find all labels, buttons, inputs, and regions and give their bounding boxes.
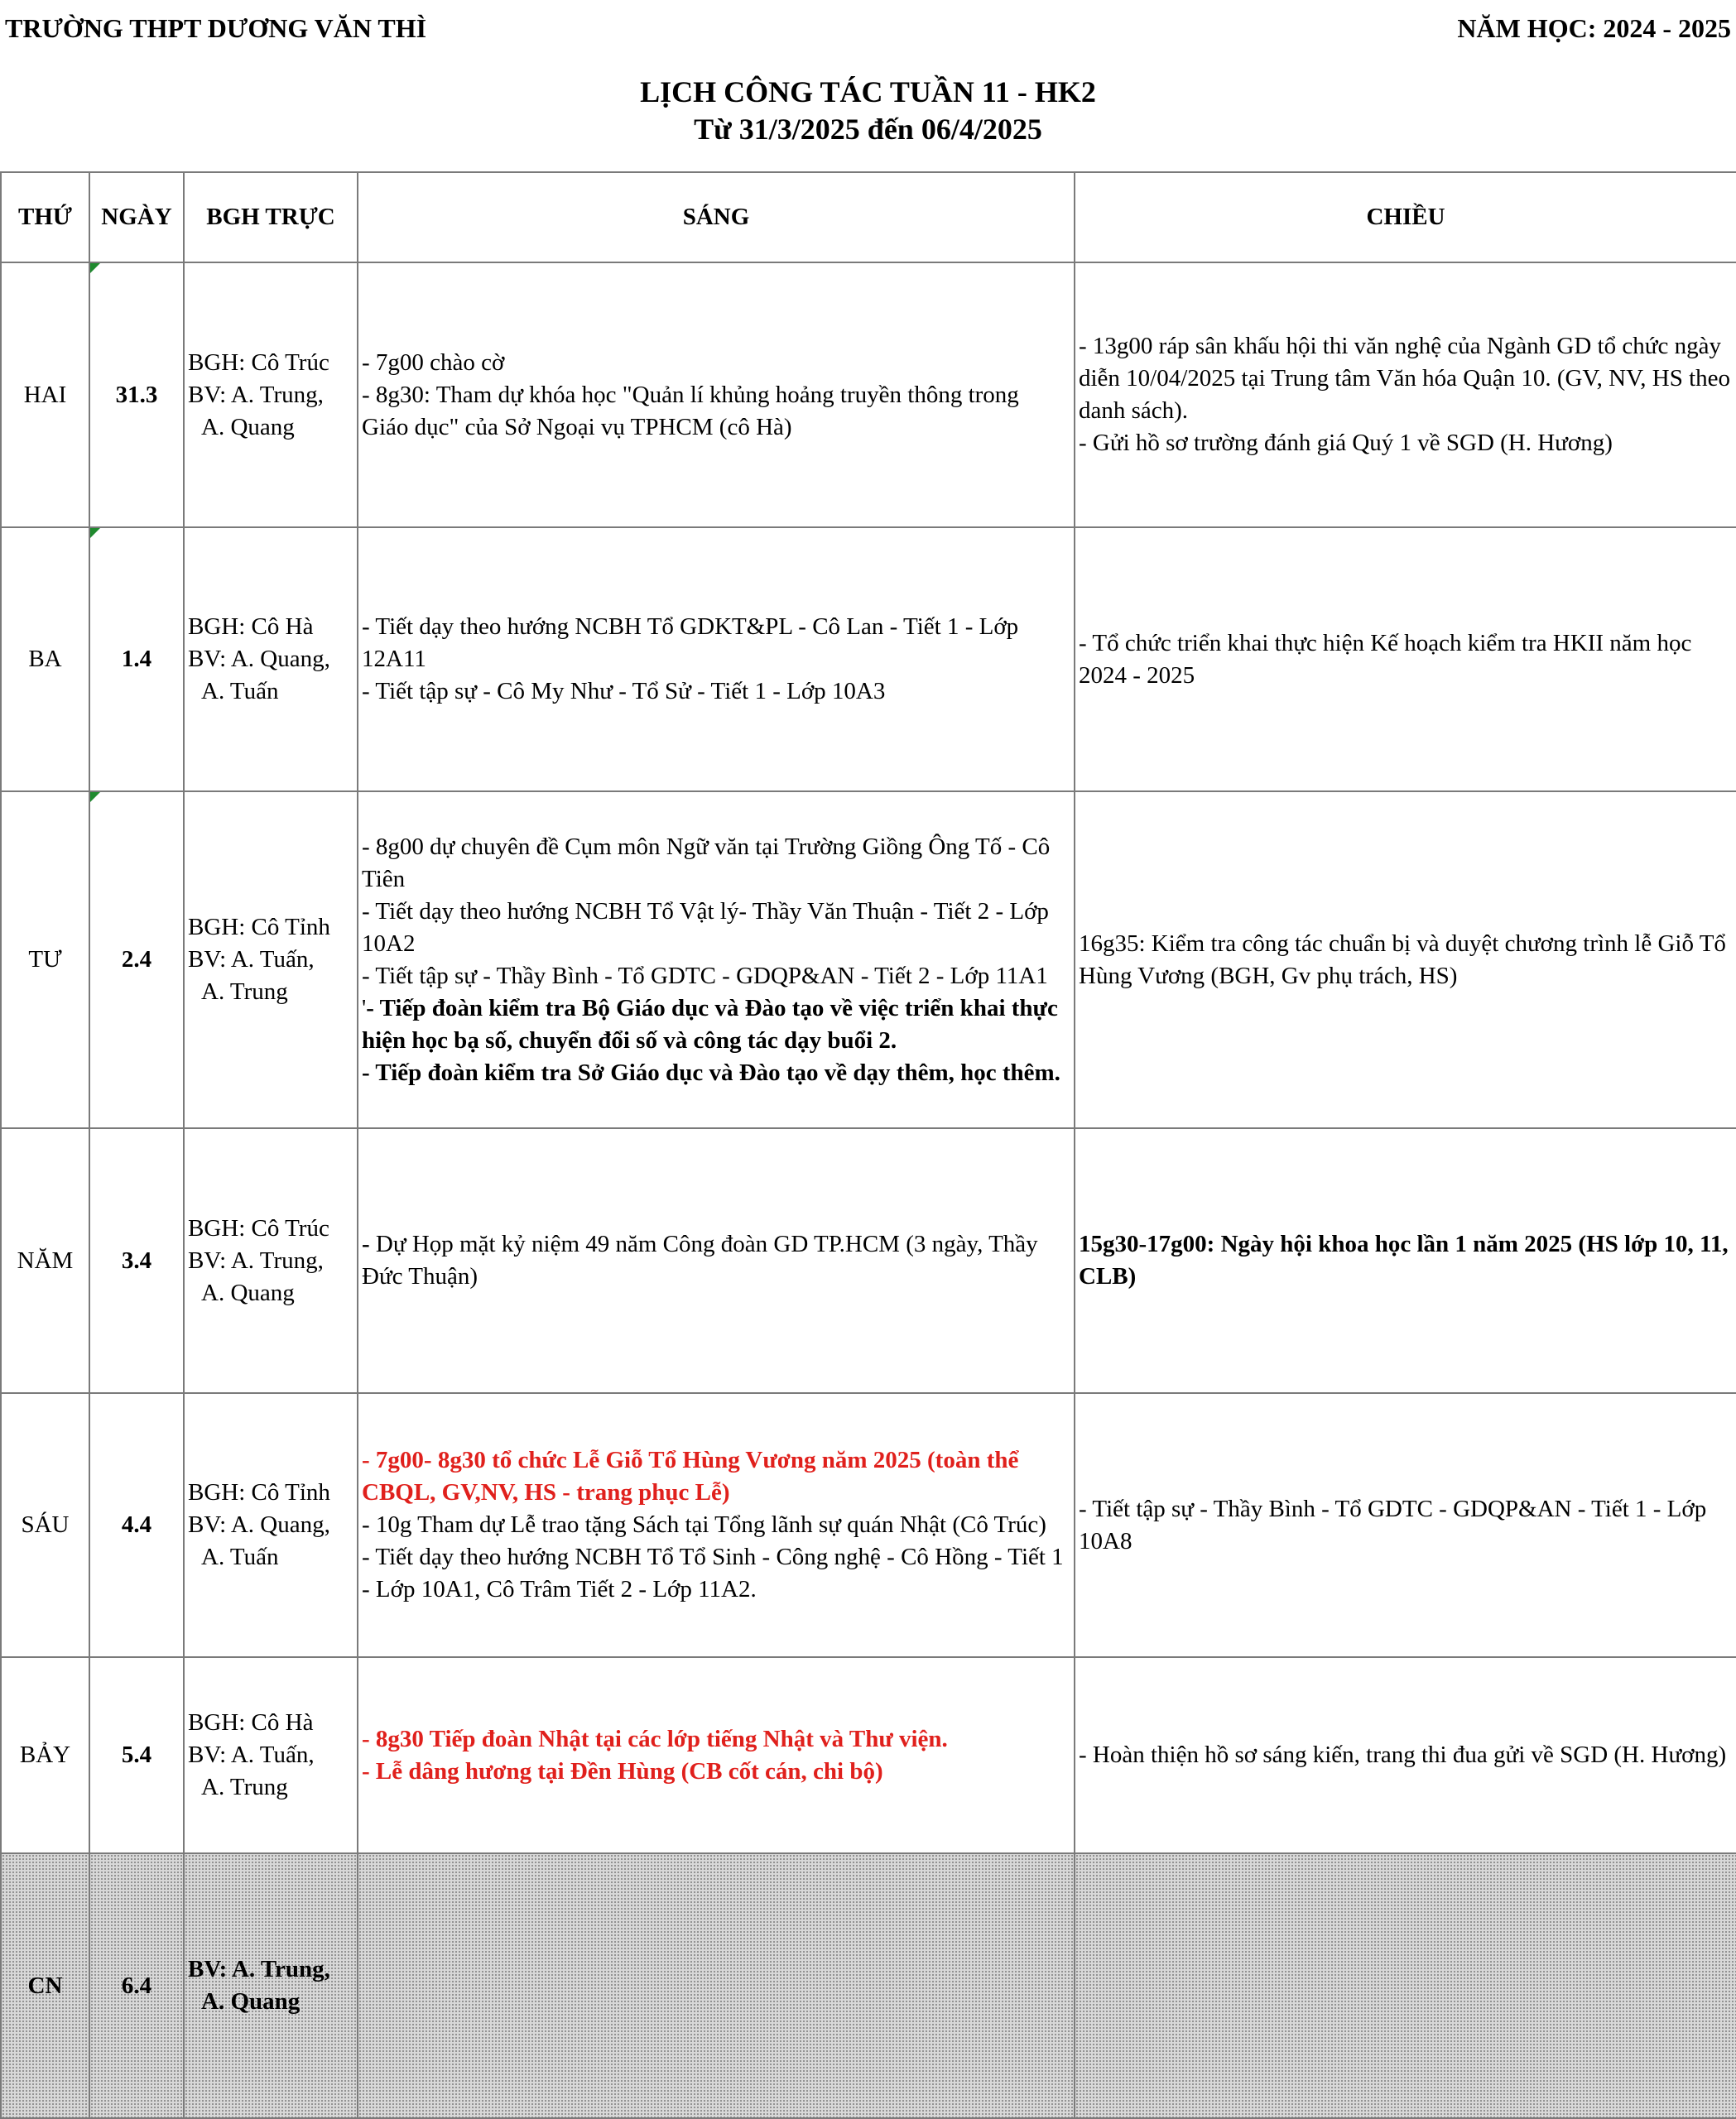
day-cell: BA bbox=[1, 527, 89, 791]
duty-cell bbox=[184, 1853, 358, 2118]
duty-cell bbox=[184, 1393, 358, 1657]
morning-item: - 8g30: Tham dự khóa học "Quản lí khủng hoảng truyền thông trong Giáo dục" của Sở Ngoại vụ TPHCM (cô Hà) bbox=[362, 381, 1019, 440]
morning-item-bold: - Tiếp đoàn kiểm tra Sở Giáo dục và Đào tạo về dạy thêm, học thêm. bbox=[362, 1059, 1060, 1086]
afternoon-item-bold: 15g30-17g00: Ngày hội khoa học lần 1 năm 2025 (HS lớp 10, 11, CLB) bbox=[1079, 1231, 1729, 1290]
afternoon-cell bbox=[1075, 791, 1736, 1128]
table-row bbox=[1, 527, 1736, 791]
afternoon-cell bbox=[1075, 1853, 1736, 2118]
morning-cell bbox=[358, 1128, 1075, 1393]
table-row bbox=[1, 791, 1736, 1128]
afternoon-item: - Tiết tập sự - Thầy Bình - Tổ GDTC - GDQP&AN - Tiết 1 - Lớp 10A8 bbox=[1079, 1495, 1707, 1554]
morning-item: - Tiết tập sự - Thầy Bình - Tổ GDTC - GDQP&AN - Tiết 2 - Lớp 11A1 bbox=[362, 962, 1048, 989]
afternoon-item: - Hoàn thiện hồ sơ sáng kiến, trang thi đua gửi về SGD (H. Hương) bbox=[1079, 1742, 1727, 1768]
morning-cell bbox=[358, 527, 1075, 791]
morning-item-highlight: - 7g00- 8g30 tổ chức Lễ Giỗ Tổ Hùng Vương năm 2025 (toàn thể CBQL, GV,NV, HS - trang phục Lễ) bbox=[362, 1447, 1019, 1506]
duty-line: BGH: Cô Trúc bbox=[188, 348, 329, 376]
col-header-morning: SÁNG bbox=[358, 172, 1075, 262]
table-row bbox=[1, 1393, 1736, 1657]
morning-item: - Tiết dạy theo hướng NCBH Tổ Vật lý- Thầy Văn Thuận - Tiết 2 - Lớp 10A2 bbox=[362, 897, 1049, 957]
afternoon-item: - Gửi hồ sơ trường đánh giá Quý 1 về SGD (H. Hương) bbox=[1079, 430, 1613, 456]
date-cell: 6.4 bbox=[89, 1853, 184, 2118]
school-year: NĂM HỌC: 2024 - 2025 bbox=[1457, 13, 1731, 43]
morning-item: - 10g Tham dự Lễ trao tặng Sách tại Tổng lãnh sự quán Nhật (Cô Trúc) bbox=[362, 1511, 1046, 1538]
morning-item-highlight: - 8g30 Tiếp đoàn Nhật tại các lớp tiếng Nhật và Thư viện. bbox=[362, 1725, 948, 1752]
afternoon-item: 16g35: Kiểm tra công tác chuẩn bị và duyệt chương trình lễ Giỗ Tổ Hùng Vương (BGH, Gv phụ trách, HS) bbox=[1079, 930, 1726, 989]
school-name: TRƯỜNG THPT DƯƠNG VĂN THÌ bbox=[5, 13, 427, 43]
afternoon-cell bbox=[1075, 527, 1736, 791]
duty-line: BGH: Cô Hà bbox=[188, 613, 314, 640]
apostrophe-prefix: ' bbox=[362, 994, 367, 1021]
duty-line: BV: A. Tuấn, bbox=[188, 1742, 315, 1768]
afternoon-cell bbox=[1075, 1393, 1736, 1657]
duty-line: A. Tuấn bbox=[201, 1544, 279, 1570]
page-title: LỊCH CÔNG TÁC TUẦN 11 - HK2 bbox=[640, 75, 1096, 108]
date-cell: 2.4 bbox=[89, 791, 184, 1128]
morning-item: - Tiết dạy theo hướng NCBH Tổ GDKT&PL - Cô Lan - Tiết 1 - Lớp 12A11 bbox=[362, 613, 1019, 672]
table-header-row bbox=[1, 172, 1736, 262]
day-cell: SÁU bbox=[1, 1393, 89, 1657]
morning-item: - Tiết tập sự - Cô My Như - Tổ Sử - Tiết 1 - Lớp 10A3 bbox=[362, 678, 886, 704]
day-cell: TƯ bbox=[1, 791, 89, 1128]
date-cell: 1.4 bbox=[89, 527, 184, 791]
duty-cell bbox=[184, 1128, 358, 1393]
morning-cell bbox=[358, 1853, 1075, 2118]
duty-line: BV: A. Tuấn, bbox=[188, 946, 315, 973]
duty-cell bbox=[184, 791, 358, 1128]
duty-line: A. Trung bbox=[201, 978, 288, 1005]
day-cell: HAI bbox=[1, 262, 89, 527]
duty-line: BGH: Cô Tỉnh bbox=[188, 1479, 330, 1506]
col-header-day: THỨ bbox=[1, 172, 89, 262]
day-cell: BẢY bbox=[1, 1657, 89, 1853]
table-row bbox=[1, 262, 1736, 527]
duty-line: A. Trung bbox=[201, 1774, 288, 1800]
morning-item: - 8g00 dự chuyên đề Cụm môn Ngữ văn tại Trường Giồng Ông Tố - Cô Tiên bbox=[362, 833, 1051, 892]
date-cell: 31.3 bbox=[89, 262, 184, 527]
afternoon-item: - Tổ chức triển khai thực hiện Kế hoạch kiểm tra HKII năm học 2024 - 2025 bbox=[1079, 629, 1692, 689]
bold-dash: - bbox=[362, 1231, 370, 1257]
afternoon-item: - 13g00 ráp sân khấu hội thi văn nghệ của Ngành GD tổ chức ngày diễn 10/04/2025 tại Trung tâm Văn hóa Quận 10. (GV, NV, HS theo danh sách). bbox=[1079, 333, 1731, 424]
duty-line: BGH: Cô Trúc bbox=[188, 1214, 329, 1242]
duty-cell bbox=[184, 262, 358, 527]
morning-cell bbox=[358, 262, 1075, 527]
morning-item-highlight: - Lễ dâng hương tại Đền Hùng (CB cốt cán, chi bộ) bbox=[362, 1757, 883, 1785]
page-subtitle: Từ 31/3/2025 đến 06/4/2025 bbox=[694, 113, 1042, 146]
duty-line: BGH: Cô Tỉnh bbox=[188, 914, 330, 940]
duty-line: BV: A. Trung, bbox=[188, 1956, 330, 1982]
duty-line: BV: A. Trung, bbox=[188, 381, 324, 408]
date-cell: 4.4 bbox=[89, 1393, 184, 1657]
morning-text: Dự Họp mặt kỷ niệm 49 năm Công đoàn GD TP.HCM (3 ngày, Thầy Đức Thuận) bbox=[362, 1231, 1038, 1290]
col-header-duty: BGH TRỰC bbox=[184, 172, 358, 262]
afternoon-cell bbox=[1075, 1128, 1736, 1393]
morning-item: - 7g00 chào cờ bbox=[362, 348, 505, 376]
col-header-date: NGÀY bbox=[89, 172, 184, 262]
col-header-afternoon: CHIỀU bbox=[1075, 172, 1736, 262]
bold-text: - Tiếp đoàn kiểm tra Bộ Giáo dục và Đào tạo về việc triển khai thực hiện học bạ số, chuyển đổi số và công tác dạy buổi 2. bbox=[362, 994, 1058, 1054]
duty-cell bbox=[184, 1657, 358, 1853]
date-cell: 3.4 bbox=[89, 1128, 184, 1393]
duty-line: BV: A. Quang, bbox=[188, 646, 330, 672]
morning-cell bbox=[358, 1657, 1075, 1853]
afternoon-cell bbox=[1075, 1657, 1736, 1853]
morning-item bbox=[362, 1228, 1070, 1293]
date-cell: 5.4 bbox=[89, 1657, 184, 1853]
afternoon-cell bbox=[1075, 262, 1736, 527]
day-cell: NĂM bbox=[1, 1128, 89, 1393]
table-row bbox=[1, 1128, 1736, 1393]
morning-cell bbox=[358, 1393, 1075, 1657]
duty-line: A. Quang bbox=[201, 1988, 301, 2015]
day-cell: CN bbox=[1, 1853, 89, 2118]
duty-line: BV: A. Trung, bbox=[188, 1247, 324, 1274]
table-row bbox=[1, 1657, 1736, 1853]
morning-cell bbox=[358, 791, 1075, 1128]
duty-line: A. Quang bbox=[201, 413, 295, 440]
duty-line: BV: A. Quang, bbox=[188, 1511, 330, 1538]
morning-item: - Tiết dạy theo hướng NCBH Tổ Tổ Sinh - Công nghệ - Cô Hồng - Tiết 1 - Lớp 10A1, Cô Trâm Tiết 2 - Lớp 11A2. bbox=[362, 1544, 1064, 1602]
duty-line: BGH: Cô Hà bbox=[188, 1709, 314, 1736]
schedule-table bbox=[0, 171, 1736, 2119]
duty-line: A. Quang bbox=[201, 1279, 295, 1306]
duty-line: A. Tuấn bbox=[201, 678, 279, 704]
duty-cell bbox=[184, 527, 358, 791]
morning-item-bold bbox=[362, 992, 1070, 1057]
table-row-sunday bbox=[1, 1853, 1736, 2118]
